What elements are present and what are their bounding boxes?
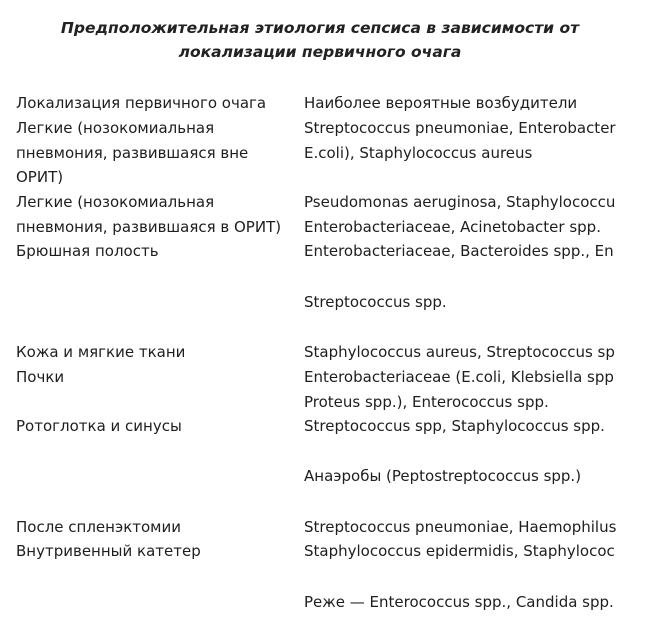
cell-line: Легкие (нозокомиальная [16, 193, 215, 211]
cell-line: Брюшная полость [16, 242, 159, 260]
cell-line: пневмония, развившаяся вне [16, 143, 249, 162]
cell-line: Enterobacteriaceae, Acinetobacter spp. [304, 217, 601, 236]
table-row-localization [16, 116, 298, 190]
table-row-pathogens [304, 365, 614, 414]
cell-line: Анаэробы (Peptostreptococcus spp.) [304, 467, 582, 485]
cell-line: Почки [16, 368, 65, 386]
cell-line: Enterobacteriaceae (E.coli, Klebsiella spp [304, 368, 614, 386]
title-line-1: Предположительная этиология сепсиса в зависимости от [60, 19, 580, 37]
table-row-pathogens-extra [304, 590, 614, 615]
table-row-pathogens [304, 539, 615, 564]
table-row-localization [16, 539, 298, 564]
cell-line: ОРИТ) [16, 168, 64, 186]
title-line-2: локализации первичного очага [178, 43, 462, 61]
cell-line: Proteus spp.), Enterococcus spp. [304, 392, 549, 411]
table-row-localization [16, 190, 298, 239]
column-header-localization: Локализация первичного очага [16, 94, 267, 112]
cell-line: После спленэктомии [16, 518, 181, 536]
table-row-pathogens [304, 515, 616, 540]
table-row-pathogens [304, 340, 615, 365]
cell-line: Streptococcus spp, Staphylococcus spp. [304, 417, 605, 435]
column-header-pathogens: Наиболее вероятные возбудители [304, 94, 578, 112]
content-clip-edge [624, 0, 650, 634]
cell-line: Streptococcus spp. [304, 293, 447, 311]
table-row-pathogens-extra [304, 464, 581, 489]
cell-line: Enterobacteriaceae, Bacteroides spp., En [304, 242, 614, 260]
cell-line: Streptococcus pneumoniae, Enterobacter [304, 119, 616, 137]
cell-line: Легкие (нозокомиальная [16, 119, 215, 137]
cell-line: Внутривенный катетер [16, 542, 201, 560]
cell-line: Ротоглотка и синусы [16, 417, 182, 435]
cell-line: Staphylococcus aureus, Streptococcus sp [304, 343, 615, 361]
cell-line: Staphylococcus epidermidis, Staphylococ [304, 542, 615, 560]
table-row-localization [16, 515, 298, 540]
table-row-localization [16, 365, 298, 390]
cell-line: Streptococcus pneumoniae, Haemophilus [304, 518, 617, 536]
table-row-localization [16, 414, 298, 439]
table-row-pathogens [304, 239, 614, 264]
cell-line: E.coli), Staphylococcus aureus [304, 143, 533, 162]
cell-line: Кожа и мягкие ткани [16, 343, 186, 361]
table-row-pathogens-extra [304, 290, 447, 315]
table-row-localization [16, 340, 298, 365]
table-row-pathogens [304, 116, 616, 165]
cell-line: Реже — Enterococcus spp., Candida spp. [304, 593, 614, 611]
table-row-localization [16, 239, 298, 264]
table-row-pathogens [304, 414, 605, 439]
cell-line: пневмония, развившаяся в ОРИТ) [16, 217, 282, 236]
table-row-pathogens [304, 190, 615, 239]
document-title [0, 16, 640, 64]
cell-line: Pseudomonas aeruginosa, Staphylococcu [304, 193, 616, 211]
